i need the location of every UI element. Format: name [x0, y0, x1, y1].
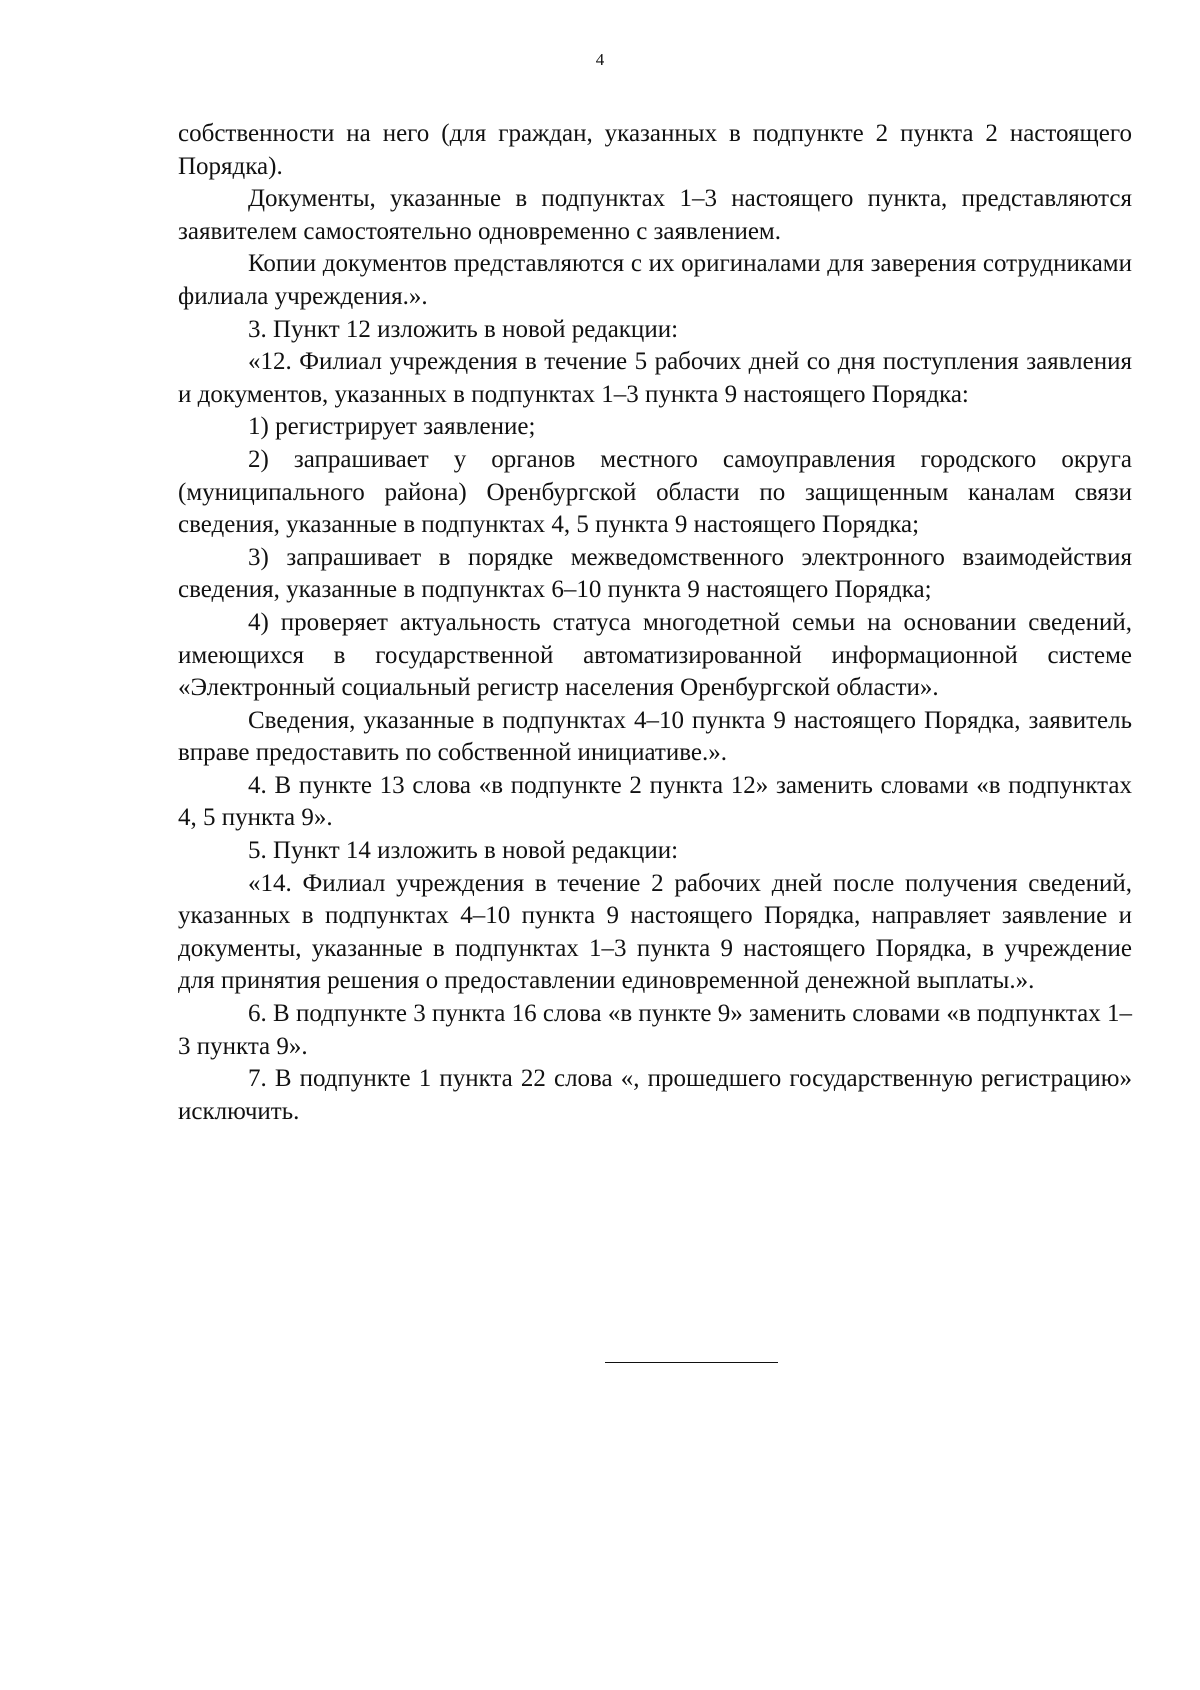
paragraph: 7. В подпункте 1 пункта 22 слова «, прошедшего государственную регистрацию» исключить.: [178, 1065, 1132, 1125]
paragraph: Документы, указанные в подпунктах 1–3 настоящего пункта, представляются заявителем самостоятельно одновременно с заявлением.: [178, 185, 1132, 245]
paragraph: 4. В пункте 13 слова «в подпункте 2 пункта 12» заменить словами «в подпунктах 4, 5 пункта 9».: [178, 771, 1132, 832]
paragraph: 6. В подпункте 3 пункта 16 слова «в пункте 9» заменить словами «в подпунктах 1–3 пункта 9».: [178, 1000, 1132, 1060]
paragraph: 3) запрашивает в порядке межведомственного электронного взаимодействия сведения, указанные в подпунктах 6–10 пункта 9 настоящего Порядка;: [178, 543, 1132, 604]
document-body: [178, 118, 1132, 1128]
paragraph: Сведения, указанные в подпунктах 4–10 пункта 9 настоящего Порядка, заявитель вправе предоставить по собственной инициативе.».: [178, 706, 1132, 767]
paragraph: 1) регистрирует заявление;: [248, 413, 536, 441]
paragraph: 5. Пункт 14 изложить в новой редакции:: [248, 837, 679, 865]
paragraph: «14. Филиал учреждения в течение 2 рабочих дней после получения сведений, указанных в подпунктах 4–10 пункта 9 настоящего Порядка, направляет заявление и документы, указанные в подпунктах 1–3 пункта 9 настоящего Порядка, в учреждение для принятия решения о предоставлении единовременной денежной выплаты.».: [178, 869, 1132, 995]
paragraph: 2) запрашивает у органов местного самоуправления городского округа (муниципального района) Оренбургской области по защищенным каналам связи сведения, указанные в подпунктах 4, 5 пункта 9 настоящего Порядка;: [178, 445, 1132, 539]
paragraph: 4) проверяет актуальность статуса многодетной семьи на основании сведений, имеющихся в государственной автоматизированной информационной системе «Электронный социальный регистр населения Оренбургской области».: [178, 608, 1132, 702]
page-number: 4: [595, 50, 605, 69]
paragraph: собственности на него (для граждан, указанных в подпункте 2 пункта 2 настоящего Порядка).: [178, 120, 1132, 180]
paragraph: «12. Филиал учреждения в течение 5 рабочих дней со дня поступления заявления и документов, указанных в подпунктах 1–3 пункта 9 настоящего Порядка:: [178, 348, 1132, 408]
paragraph: Копии документов представляются с их оригиналами для заверения сотрудниками филиала учреждения.».: [178, 250, 1132, 310]
end-divider: [605, 1362, 778, 1363]
paragraph: 3. Пункт 12 изложить в новой редакции:: [248, 315, 679, 343]
